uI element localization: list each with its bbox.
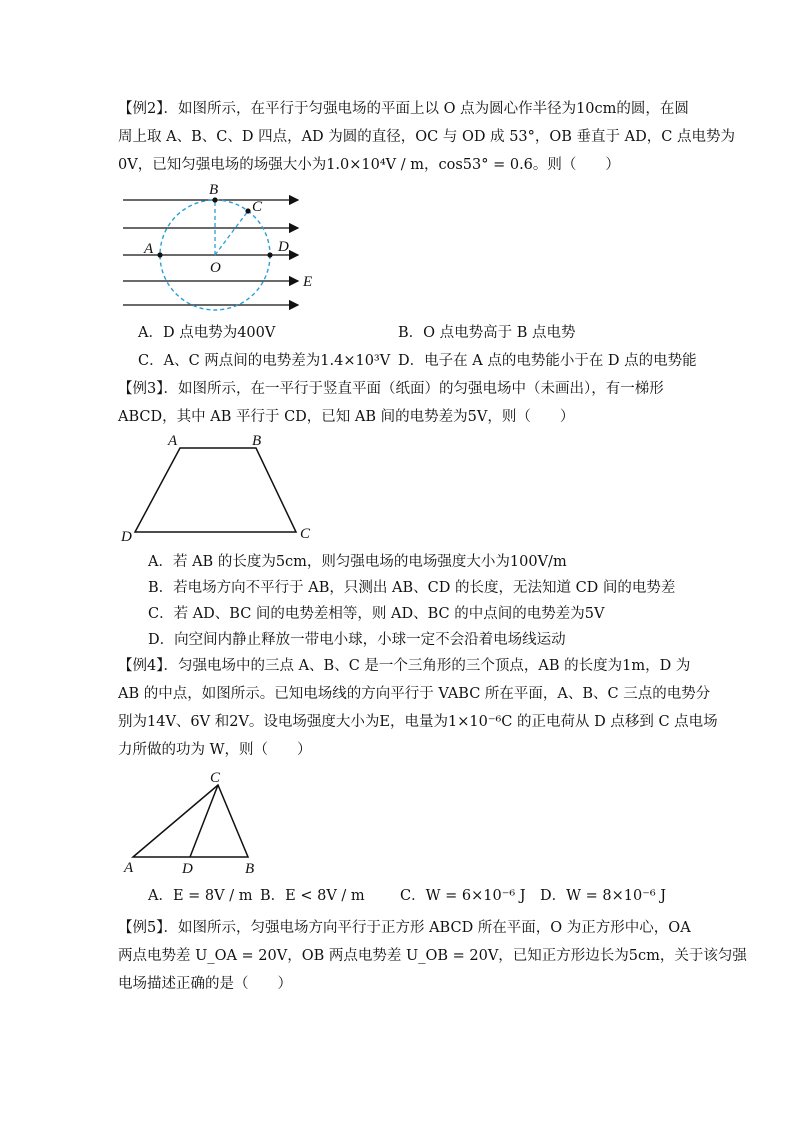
q5-line-3: 电场描述正确的是（ ） <box>118 976 292 992</box>
label-C: C <box>300 526 311 542</box>
q2-line-3: 0V，已知匀强电场的场强大小为1.0×10⁴V / m，cos53° = 0.6。则（ ） <box>118 157 620 173</box>
q2-option-a: A．D 点电势为400V <box>138 325 276 341</box>
q2-line-1: 【例2】．如图所示，在平行于匀强电场的平面上以 O 点为圆心作半径为10cm的圆，在圆 <box>118 101 689 117</box>
q2-option-b: B．O 点电势高于 B 点电势 <box>398 325 576 341</box>
label-C: C <box>210 770 221 786</box>
label-A: A <box>124 860 134 876</box>
q3-option-b: B．若电场方向不平行于 AB，只测出 AB、CD 的长度，无法知道 CD 间的电势差 <box>148 580 676 596</box>
q4-triangle-figure <box>118 765 278 877</box>
point-D <box>267 252 272 257</box>
q3-line-1: 【例3】．如图所示，在一平行于竖直平面（纸面）的匀强电场中（未画出），有一梯形 <box>118 381 664 397</box>
trapezoid-ABCD <box>135 448 296 532</box>
label-B: B <box>252 433 262 449</box>
q4-line-4: 力所做的功为 W，则（ ） <box>118 742 312 758</box>
q2-circle-field-figure <box>118 180 328 315</box>
segment-OC <box>215 211 248 255</box>
label-B: B <box>245 861 255 877</box>
label-D: D <box>182 861 193 877</box>
label-D: D <box>278 239 289 255</box>
q2-line-2: 周上取 A、B、C、D 四点，AD 为圆的直径，OC 与 OD 成 53°，OB 垂直于 AD，C 点电势为 <box>118 129 735 145</box>
q4-line-1: 【例4】．匀强电场中的三点 A、B、C 是一个三角形的三个顶点，AB 的长度为1m，D 为 <box>118 658 691 674</box>
point-A <box>157 252 162 257</box>
q5-line-2: 两点电势差 U_OA = 20V，OB 两点电势差 U_OB = 20V，已知正方形边长为5cm，关于该匀强 <box>118 948 747 964</box>
label-O: O <box>210 260 221 276</box>
point-B <box>212 197 217 202</box>
label-D: D <box>121 529 132 545</box>
q3-line-2: ABCD，其中 AB 平行于 CD，已知 AB 间的电势差为5V，则（ ） <box>118 409 575 425</box>
label-C: C <box>252 199 263 215</box>
triangle-ABC <box>133 785 248 857</box>
label-A: A <box>144 241 154 257</box>
point-C <box>245 208 250 213</box>
label-A: A <box>168 433 178 449</box>
q4-option-b: B．E < 8V / m <box>260 888 365 904</box>
q2-option-d: D．电子在 A 点的电势能小于在 D 点的电势能 <box>398 353 697 369</box>
q4-line-3: 别为14V、6V 和2V。设电场强度大小为E，电量为1×10⁻⁶C 的正电荷从 D 点移到 C 点电场 <box>118 714 718 730</box>
label-B: B <box>209 182 219 198</box>
label-E: E <box>303 274 313 290</box>
q3-option-a: A．若 AB 的长度为5cm，则匀强电场的电场强度大小为100V/m <box>148 554 567 570</box>
q4-option-d: D．W = 8×10⁻⁶ J <box>540 888 667 904</box>
q5-line-1: 【例5】．如图所示，匀强电场方向平行于正方形 ABCD 所在平面，O 为正方形中心，OA <box>118 920 691 936</box>
q4-option-a: A．E = 8V / m <box>148 888 253 904</box>
q4-line-2: AB 的中点，如图所示。已知电场线的方向平行于 VABC 所在平面，A、B、C 三点的电势分 <box>118 686 711 702</box>
segment-CD <box>190 785 218 857</box>
q3-option-d: D．向空间内静止释放一带电小球，小球一定不会沿着电场线运动 <box>148 632 566 648</box>
q4-option-c: C．W = 6×10⁻⁶ J <box>400 888 526 904</box>
q2-option-c: C．A、C 两点间的电势差为1.4×10³V <box>138 353 391 369</box>
q3-trapezoid-figure <box>118 430 328 548</box>
q3-option-c: C．若 AD、BC 间的电势差相等，则 AD、BC 的中点间的电势差为5V <box>148 606 605 622</box>
